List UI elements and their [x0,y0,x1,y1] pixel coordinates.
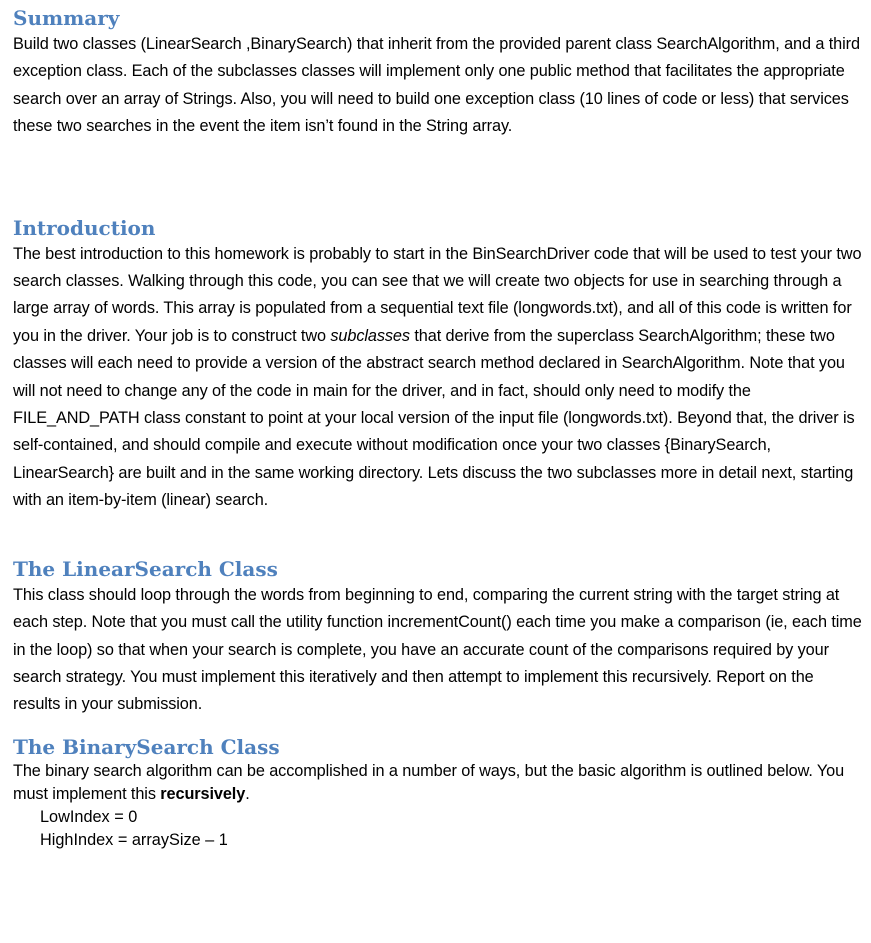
linear-search-paragraph: This class should loop through the words from beginning to end, comparing the current string with the target string at each step. Note that you must call the utility function incrementCount() each time you make a comparison (ie, each time in the loop) so that when your search is complete, you have an accurate count of the comparisons required by your search strategy. You must implement this iteratively and then attempt to implement this recursively. Report on the results in your submission. [13,585,862,714]
summary-paragraph: Build two classes (LinearSearch ,BinarySearch) that inherit from the provided parent class SearchAlgorithm, and a third exception class. Each of the subclasses classes will implement only one public method that facilitates the appropriate search over an array of Strings. Also, you will need to build one exception class (10 lines of code or less) that services these two searches in the event the item isn’t found in the String array. [13,35,860,136]
binary-search-algorithm [13,806,863,852]
introduction-paragraph [13,241,863,515]
linear-search-heading: The LinearSearch Class [13,556,278,581]
document-page [13,0,863,852]
binary-text-part-2: . [245,784,250,803]
binary-search-paragraph [13,760,863,806]
algorithm-line-low-index: LowIndex = 0 [40,807,138,826]
binary-text-part-1: The binary search algorithm can be accomplished in a number of ways, but the basic algorithm is outlined below. You must implement this [13,761,845,803]
summary-heading: Summary [13,6,120,30]
binary-search-heading: The BinarySearch Class [13,734,280,759]
subclasses-emphasis: subclasses [330,326,410,345]
introduction-text-part-2: that derive from the superclass SearchAlgorithm; these two classes will each need to provide a version of the abstract search method declared in SearchAlgorithm. Note that you will not need to change any of the code in main for the driver, and in fact, should only need to modify the FILE_AND_PATH class constant to point at your local version of the input file (longwords.txt). Beyond that, the driver is self-contained, and should compile and execute without modification once your two classes {BinarySearch, LinearSearch} are built and in the same working directory. Lets discuss the two subclasses more in detail next, starting with an item-by-item (linear) search. [13,326,855,510]
introduction-text-part-1: The best introduction to this homework is probably to start in the BinSearchDriver code that will be used to test your two search classes. Walking through this code, you can see that we will create two objects for use in searching through a large array of words. This array is populated from a sequential text file (longwords.txt), and all of this code is written for you in the driver. Your job is to construct two [13,244,862,345]
recursively-emphasis: recursively [160,784,246,803]
algorithm-line-high-index: HighIndex = arraySize – 1 [40,830,228,849]
introduction-heading: Introduction [13,215,156,240]
